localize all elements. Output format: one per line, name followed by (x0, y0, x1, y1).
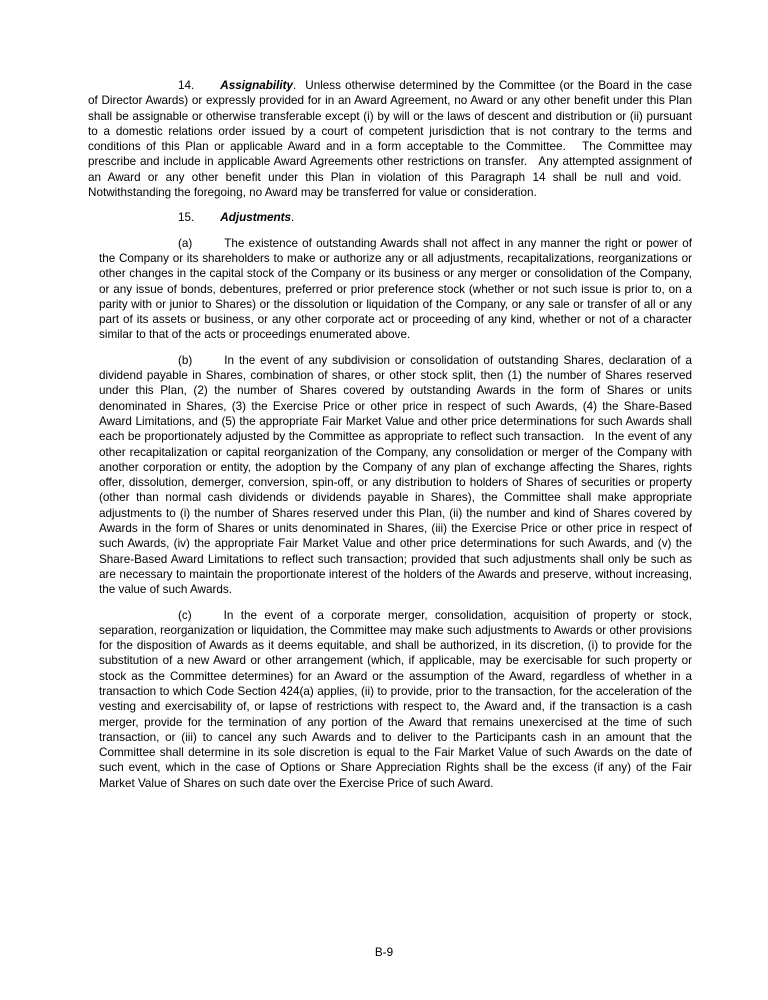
paragraph-14-title: Assignability (220, 79, 293, 92)
subsection-c-label: (c) (178, 608, 192, 622)
paragraph-15-heading (88, 210, 692, 225)
subsection-b-label: (b) (178, 353, 193, 367)
paragraph-15a (99, 236, 692, 343)
paragraph-15c (99, 608, 692, 792)
paragraph-15-number: 15. (178, 211, 195, 225)
subsection-a-body: The existence of outstanding Awards shall not affect in any manner the right or power of the Company or its shareholders to make or authorize any or all adjustments, recapitalizations, reorganizations or other changes in the capital stock of the Company or its business or any merger or consolidation of the Company, or any issue of bonds, debentures, preferred or prior preference stock (whether or not such issue is prior to, on a parity with or junior to Shares) or the dissolution or liquidation of the Company, or any sale or transfer of all or any part of its assets or business, or any other corporate act or proceeding of any kind, whether or not of a character similar to that of the acts or proceedings enumerated above. (99, 236, 692, 342)
paragraph-15-title: Adjustments (220, 211, 292, 225)
document-content (88, 78, 692, 801)
paragraph-14-assignability (88, 78, 692, 200)
subsection-b-body: In the event of any subdivision or consolidation of outstanding Shares, declaration of a dividend payable in Shares, combination of shares, or other stock split, then (1) the number of Shares reserved under this Plan, (2) the number of Shares covered by outstanding Awards in the form of Shares or units denominated in Shares, (3) the Exercise Price or other price in respect of such Awards, (4) the Share-Based Award Limitations, and (5) the appropriate Fair Market Value and other price determinations for such Awards shall each be proportionately adjusted by the Committee as appropriate to reflect such transaction. In the event of any other recapitalization or capital reorganization of the Company, any consolidation or merger of the Company with another corporation or entity, the adoption by the Company of any plan of exchange affecting the Shares, rights offer, dissolution, demerger, conversion, spin-off, or any distribution to holders of Shares of securities or property (other than normal cash dividends or dividends payable in Shares), the Committee shall make appropriate adjustments to (i) the number of Shares reserved under this Plan, (ii) the number and kind of Shares covered by Awards in the form of Shares or units denominated in Shares, (iii) the Exercise Price or other price in respect of such Awards, (iv) the appropriate Fair Market Value and other price determinations for such Awards, and (v) the Share-Based Award Limitations to reflect such transaction; provided that such adjustments shall only be such as are necessary to maintain the proportionate interest of the holders of the Awards and preserve, without increasing, the value of such Awards. (99, 353, 692, 597)
paragraph-15b (99, 353, 692, 598)
paragraph-15-title-period: . (291, 211, 295, 225)
paragraph-14-number: 14. (178, 79, 195, 92)
paragraph-14-title-period: . (293, 79, 297, 92)
paragraph-14-body: Unless otherwise determined by the Committee (or the Board in the case of Director Awards) or expressly provided for in an Award Agreement, no Award or any other benefit under this Plan shall be assignable or otherwise transferable except (i) by will or the laws of descent and distribution or (ii) pursuant to a domestic relations order issued by a court of competent jurisdiction that is not contrary to the terms and conditions of this Plan or applicable Award and in a form acceptable to the Committee. The Committee may prescribe and include in applicable Award Agreements other restrictions on transfer. Any attempted assignment of an Award or any other benefit under this Plan in violation of this Paragraph 14 shall be null and void. Notwithstanding the foregoing, no Award may be transferred for value or consideration. (88, 79, 692, 200)
subsection-c-body: In the event of a corporate merger, consolidation, acquisition of property or stock, separation, reorganization or liquidation, the Committee may make such adjustments to Awards or other provisions for the disposition of Awards as it deems equitable, and shall be authorized, in its discretion, (i) to provide for the substitution of a new Award or other arrangement (which, if applicable, may be exercisable for such property or stock as the Committee determines) for an Award or the assumption of the Award, regardless of whether in a transaction to which Code Section 424(a) applies, (ii) to provide, prior to the transaction, for the acceleration of the vesting and exercisability of, or lapse of restrictions with respect to, the Award and, if the transaction is a cash merger, provide for the termination of any portion of the Award that remains unexercised at the time of such transaction, or (iii) to cancel any such Awards and to deliver to the Participants cash in an amount that the Committee shall determine in its sole discretion is equal to the Fair Market Value of such Awards on the date of such event, which in the case of Options or Share Appreciation Rights shall be the excess (if any) of the Fair Market Value of Shares on such date over the Exercise Price of such Award. (99, 608, 692, 790)
subsection-a-label: (a) (178, 236, 193, 250)
page-number: B-9 (374, 946, 394, 959)
